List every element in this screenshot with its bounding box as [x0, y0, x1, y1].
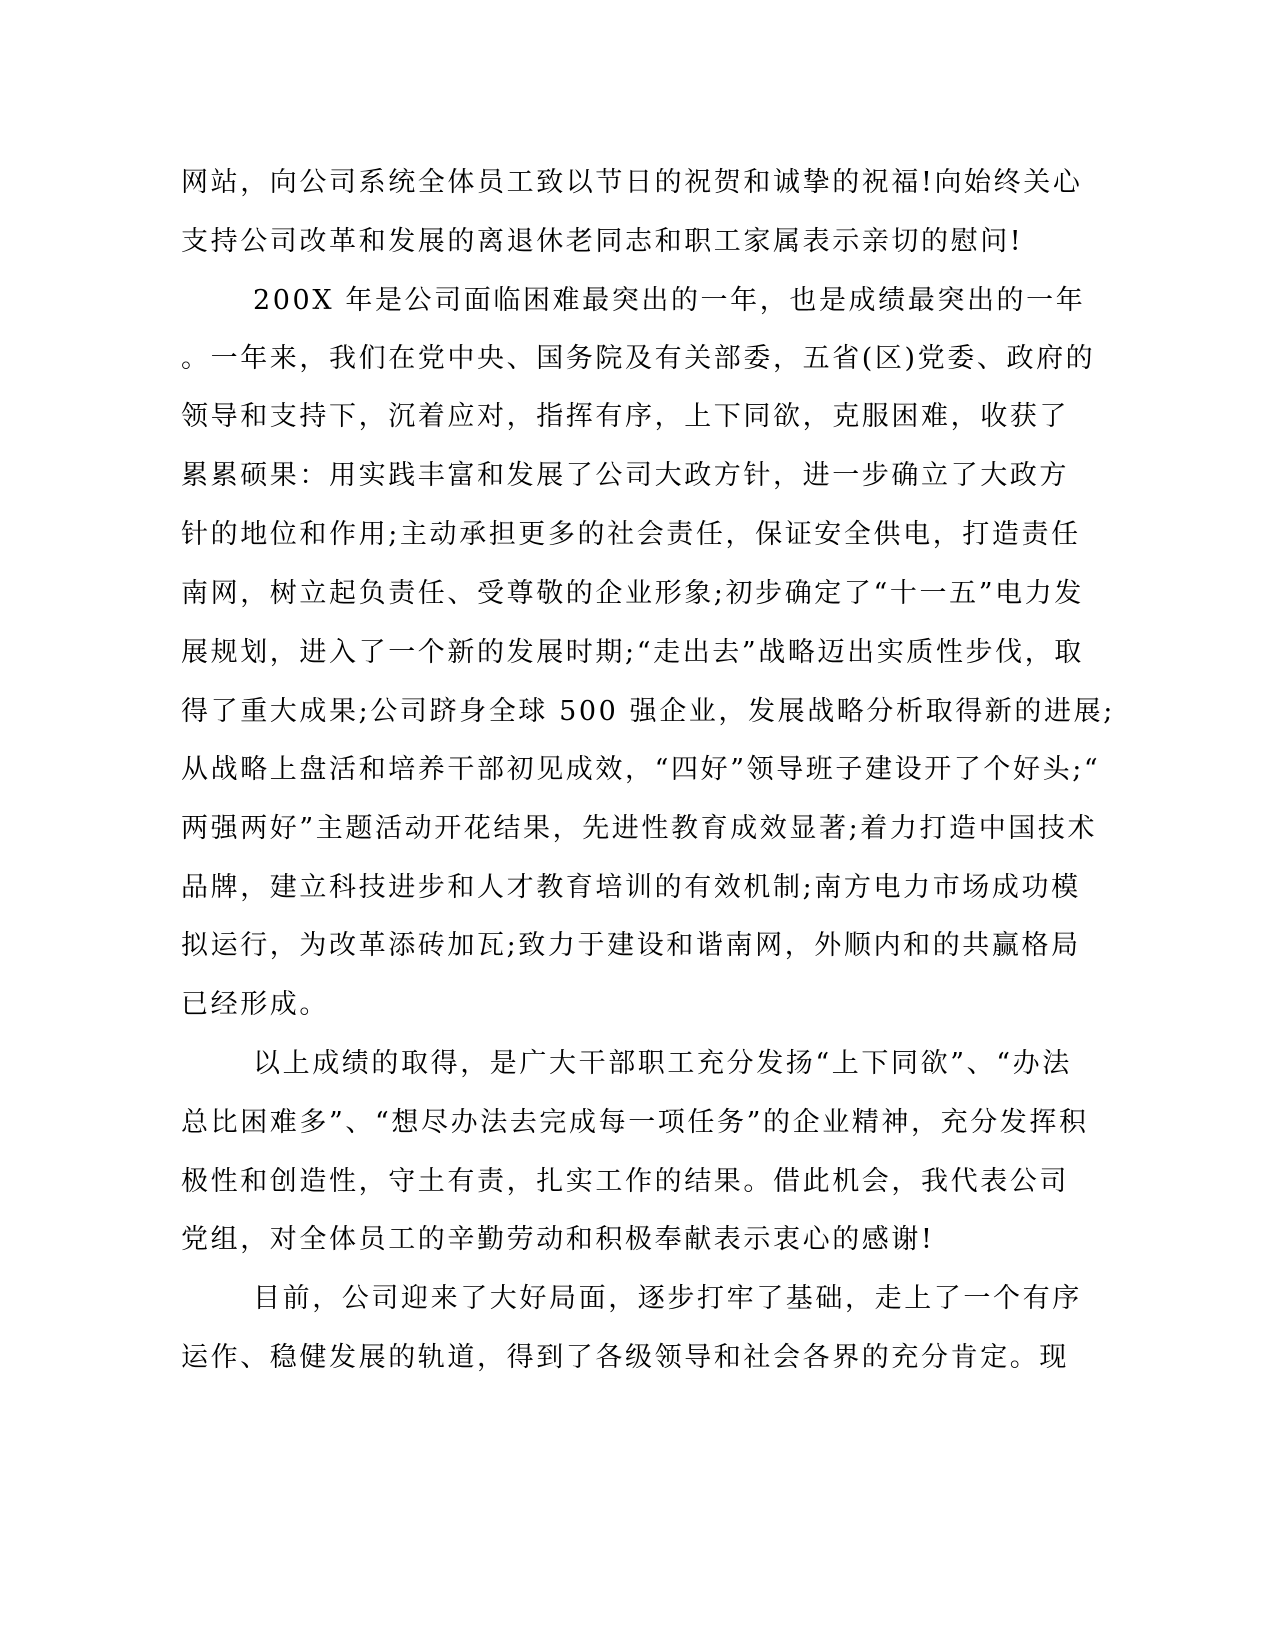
paragraph-first-line: 目前，公司迎来了大好局面，逐步打牢了基础，走上了一个有序: [253, 1283, 1082, 1314]
text-line: 。一年来，我们在党中央、国务院及有关部委，五省(区)党委、政府的: [181, 343, 1096, 374]
text-line: 累累硕果：用实践丰富和发展了公司大政方针，进一步确立了大政方: [181, 460, 1069, 491]
text-line: 针的地位和作用;主动承担更多的社会责任，保证安全供电，打造责任: [181, 519, 1081, 550]
text-line: 网站，向公司系统全体员工致以节日的祝贺和诚挚的祝福!向始终关心: [181, 167, 1083, 198]
text-line: 得了重大成果;公司跻身全球 500 强企业，发展战略分析取得新的进展;: [181, 696, 1115, 727]
text-line: 品牌，建立科技进步和人才教育培训的有效机制;南方电力市场成功模: [181, 872, 1081, 903]
text-line: 南网，树立起负责任、受尊敬的企业形象;初步确定了“十一五”电力发: [181, 578, 1084, 609]
text-line: 领导和支持下，沉着应对，指挥有序，上下同欲，克服困难，收获了: [181, 401, 1069, 432]
text-line: 运作、稳健发展的轨道，得到了各级领导和社会各界的充分肯定。现: [181, 1342, 1069, 1373]
text-line: 总比困难多”、“想尽办法去完成每一项任务”的企业精神，充分发挥积: [181, 1107, 1089, 1138]
text-line: 支持公司改革和发展的离退休老同志和职工家属表示亲切的慰问!: [181, 226, 1024, 257]
text-line: 拟运行，为改革添砖加瓦;致力于建设和谐南网，外顺内和的共赢格局: [181, 930, 1081, 961]
text-line: 从战略上盘活和培养干部初见成效，“四好”领导班子建设开了个好头;“: [181, 754, 1101, 785]
text-line: 极性和创造性，守土有责，扎实工作的结果。借此机会，我代表公司: [181, 1166, 1069, 1197]
text-line: 两强两好”主题活动开花结果，先进性教育成效显著;着力打造中国技术: [181, 813, 1098, 844]
text-line: 党组，对全体员工的辛勤劳动和积极奉献表示衷心的感谢!: [181, 1224, 935, 1255]
text-line: 展规划，进入了一个新的发展时期;“走出去”战略迈出实质性步伐，取: [181, 637, 1084, 668]
paragraph-first-line: 200X 年是公司面临困难最突出的一年，也是成绩最突出的一年: [253, 285, 1086, 316]
text-line: 已经形成。: [181, 989, 329, 1020]
paragraph-first-line: 以上成绩的取得，是广大干部职工充分发扬“上下同欲”、“办法: [253, 1048, 1072, 1079]
